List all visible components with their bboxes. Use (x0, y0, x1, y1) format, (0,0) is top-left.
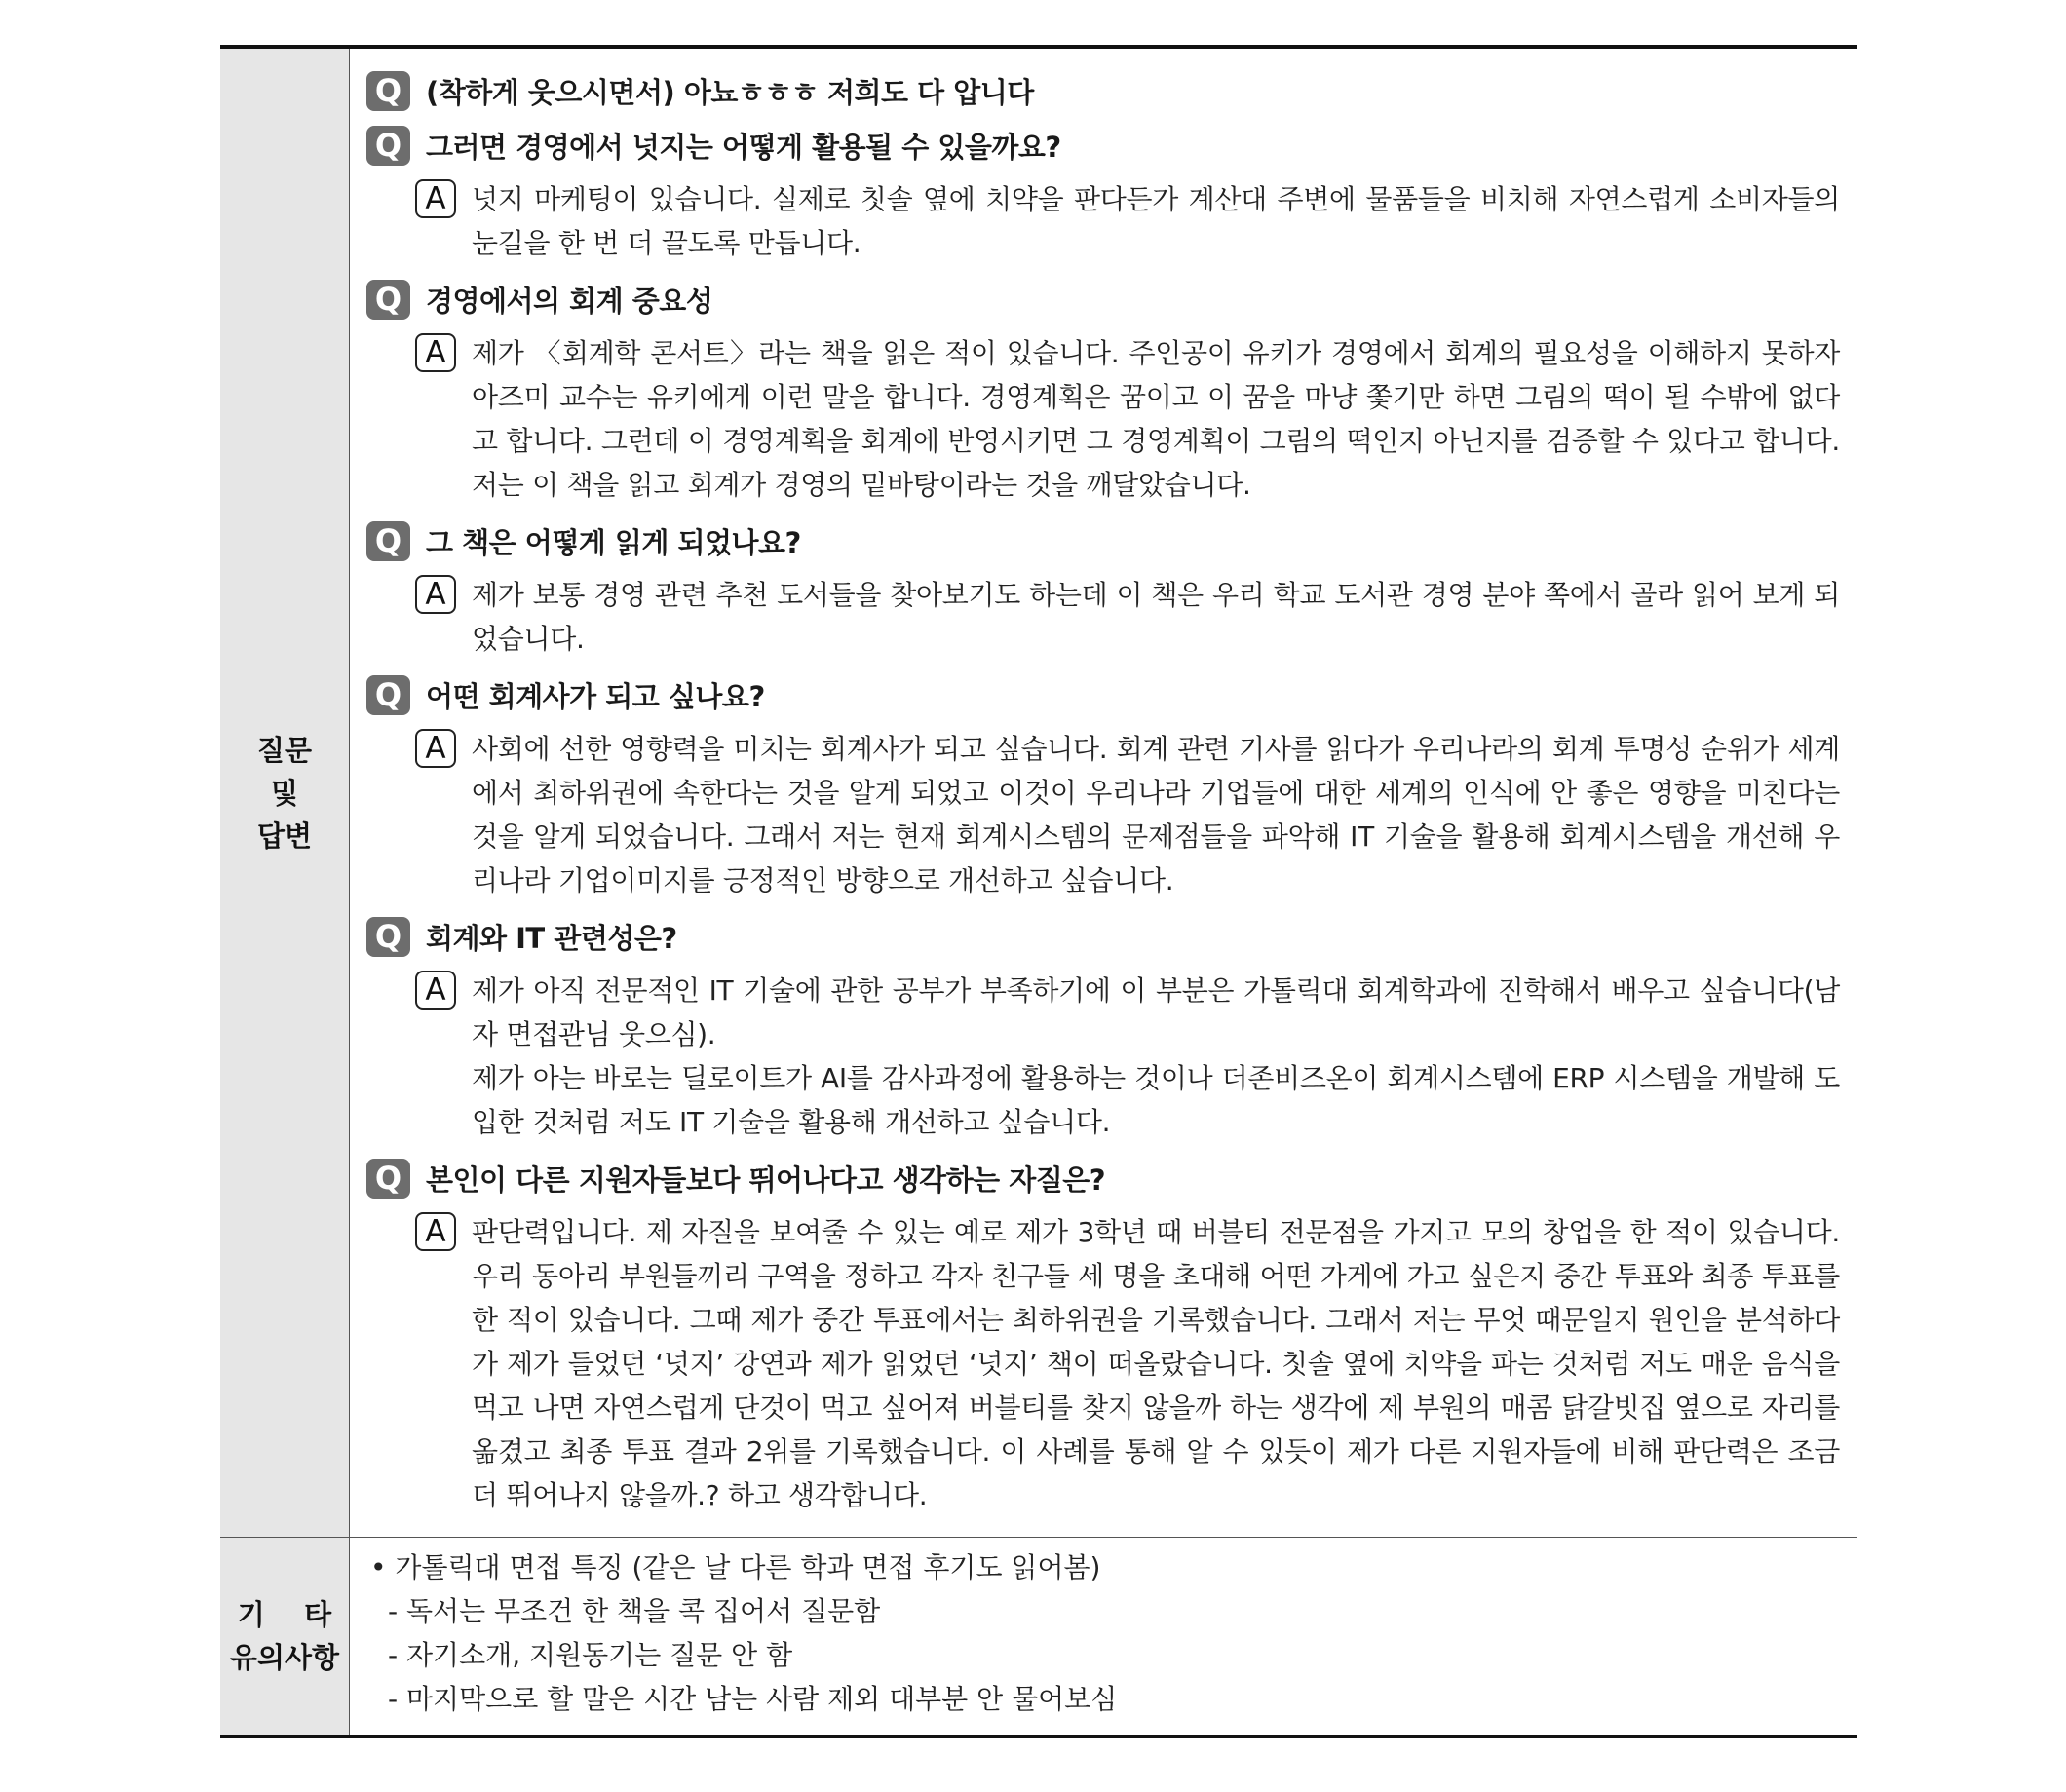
question-7 (366, 1156, 1840, 1201)
qa-content-cell (350, 49, 1857, 1537)
question-6 (366, 914, 1840, 959)
question-2 (366, 123, 1840, 168)
answer-3 (415, 331, 1840, 507)
answer-badge-icon: A (415, 729, 456, 768)
answer-badge-icon: A (415, 575, 456, 614)
answer-badge-icon: A (415, 971, 456, 1010)
question-2-text: 그러면 경영에서 넛지는 어떻게 활용될 수 있을까요? (426, 130, 1061, 164)
question-3-text: 경영에서의 회계 중요성 (426, 284, 713, 318)
qa-label-line3: 답변 (256, 819, 313, 853)
question-badge-icon: Q (366, 675, 410, 715)
answer-badge-icon: A (415, 1212, 456, 1251)
etc-label-cell (220, 1538, 350, 1735)
answer-2-text: 넛지 마케팅이 있습니다. 실제로 칫솔 옆에 치약을 판다든가 계산대 주변에 물품들을 비치해 자연스럽게 소비자들의 눈길을 한 번 더 끌도록 만듭니다. (472, 183, 1840, 259)
answer-5-text: 사회에 선한 영향력을 미치는 회계사가 되고 싶습니다. 회계 관련 기사를 읽다가 우리나라의 회계 투명성 순위가 세계에서 최하위권에 속한다는 것을 알게 되었고 이것이 우리나라 기업들에 대한 세계의 인식에 안 좋은 영향을 미친다는 것을 알게 되었습니다. 그래서 저는 현재 회계시스템의 문제점들을 파악해 IT 기술을 활용해 회계시스템을 개선해 우리나라 기업이미지를 긍정적인 방향으로 개선하고 싶습니다. (472, 733, 1840, 896)
etc-content-cell (350, 1538, 1857, 1735)
answer-3-text: 제가 〈회계학 콘서트〉라는 책을 읽은 적이 있습니다. 주인공이 유키가 경영에서 회계의 필요성을 이해하지 못하자 아즈미 교수는 유키에게 이런 말을 합니다. 경영계획은 꿈이고 이 꿈을 마냥 쫓기만 하면 그림의 떡이 될 수밖에 없다고 합니다. 그런데 이 경영계획을 회계에 반영시키면 그 경영계획이 그림의 떡인지 아닌지를 검증할 수 있다고 합니다. 저는 이 책을 읽고 회계가 경영의 밑바탕이라는 것을 깨달았습니다. (472, 337, 1840, 501)
interview-review-sheet (220, 45, 1857, 1738)
answer-badge-icon: A (415, 179, 456, 218)
question-4 (366, 518, 1840, 563)
answer-5 (415, 727, 1840, 902)
question-1-text: (착하게 웃으시면서) 아뇨ㅎㅎㅎ 저희도 다 압니다 (426, 75, 1034, 109)
question-4-text: 그 책은 어떻게 읽게 되었나요? (426, 525, 801, 559)
question-badge-icon: Q (366, 126, 410, 166)
answer-2 (415, 177, 1840, 265)
etc-sub-item-2: - 자기소개, 지원동기는 질문 안 함 (388, 1639, 793, 1671)
question-5 (366, 672, 1840, 717)
question-3 (366, 277, 1840, 322)
etc-label-line1: 기 타 (237, 1598, 332, 1631)
question-badge-icon: Q (366, 71, 410, 111)
answer-6 (415, 969, 1840, 1144)
question-7-text: 본인이 다른 지원자들보다 뛰어나다고 생각하는 자질은? (426, 1163, 1106, 1197)
etc-bullet-item: • 가톨릭대 면접 특징 (같은 날 다른 학과 면접 후기도 읽어봄) (370, 1551, 1101, 1583)
qa-label-line1: 질문 (256, 733, 313, 767)
etc-sub-item-3: - 마지막으로 할 말은 시간 남는 사람 제외 대부분 안 물어보심 (388, 1683, 1118, 1715)
answer-7-text: 판단력입니다. 제 자질을 보여줄 수 있는 예로 제가 3학년 때 버블티 전문점을 가지고 모의 창업을 한 적이 있습니다. 우리 동아리 부원들끼리 구역을 정하고 각자 친구들 세 명을 초대해 어떤 가게에 가고 싶은지 중간 투표와 최종 투표를 한 적이 있습니다. 그때 제가 중간 투표에서는 최하위권을 기록했습니다. 그래서 저는 무엇 때문일지 원인을 분석하다가 제가 들었던 ‘넛지’ 강연과 제가 읽었던 ‘넛지’ 책이 떠올랐습니다. 칫솔 옆에 치약을 파는 것처럼 저도 매운 음식을 먹고 나면 자연스럽게 단것이 먹고 싶어져 버블티를 찾지 않을까 하는 생각에 제 부원의 매콤 닭갈빗집 옆으로 자리를 옮겼고 최종 투표 결과 2위를 기록했습니다. 이 사례를 통해 알 수 있듯이 제가 다른 지원자들에 비해 판단력은 조금 더 뛰어나지 않을까.? 하고 생각합니다. (472, 1216, 1840, 1511)
answer-4-text: 제가 보통 경영 관련 추천 도서들을 찾아보기도 하는데 이 책은 우리 학교 도서관 경영 분야 쪽에서 골라 읽어 보게 되었습니다. (472, 579, 1840, 655)
answer-6-text-1: 제가 아직 전문적인 IT 기술에 관한 공부가 부족하기에 이 부분은 가톨릭대 회계학과에 진학해서 배우고 싶습니다(남자 면접관님 웃으심). (472, 974, 1840, 1050)
qa-label-cell (220, 49, 350, 1537)
question-6-text: 회계와 IT 관련성은? (426, 921, 677, 955)
answer-7 (415, 1210, 1840, 1517)
qa-label-line2: 및 (270, 776, 298, 810)
question-badge-icon: Q (366, 280, 410, 320)
answer-4 (415, 573, 1840, 661)
question-5-text: 어떤 회계사가 되고 싶나요? (426, 679, 765, 713)
answer-badge-icon: A (415, 333, 456, 372)
question-badge-icon: Q (366, 917, 410, 957)
question-badge-icon: Q (366, 521, 410, 561)
question-badge-icon: Q (366, 1159, 410, 1199)
qa-row (220, 45, 1857, 1538)
etc-sub-item-1: - 독서는 무조건 한 책을 콕 집어서 질문함 (388, 1595, 881, 1627)
etc-label-line2: 유의사항 (229, 1641, 340, 1674)
answer-6-text-2: 제가 아는 바로는 딜로이트가 AI를 감사과정에 활용하는 것이나 더존비즈온이 회계시스템에 ERP 시스템을 개발해 도입한 것처럼 저도 IT 기술을 활용해 개선하고 싶습니다. (472, 1062, 1840, 1138)
etc-row (220, 1538, 1857, 1738)
question-1 (366, 68, 1840, 113)
